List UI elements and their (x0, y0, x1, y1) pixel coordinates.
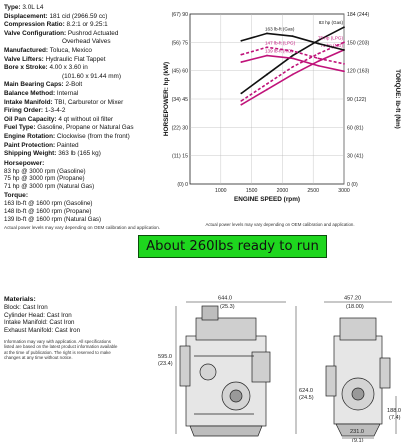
dim-height-left: 595.0 (158, 354, 172, 360)
chart-point-5 (240, 61, 242, 63)
chart-point-5 (343, 70, 345, 72)
chart-point-5 (317, 65, 319, 67)
horsepower-propane: 75 hp @ 3000 rpm (Propane) (4, 175, 85, 183)
torque-gas: 163 lb-ft @ 1600 rpm (Gasoline) (4, 200, 93, 208)
materials-heading: Materials: (4, 296, 36, 303)
chart-point-3 (292, 35, 294, 37)
chart-series-label-5: 139 lb-ft (NG) (265, 48, 293, 54)
chart-point-3 (317, 43, 319, 45)
material-cylinder-head: Cylinder Head: Cast Iron (4, 311, 72, 319)
materials-section (4, 295, 124, 334)
dim-bottom-in: (9.1) (352, 438, 364, 442)
spec-bore-stroke-2: (101.60 x 91.44 mm) (62, 72, 121, 80)
power-note: Actual power levels may vary depending on OEM calibration and application. (4, 225, 161, 231)
chart-ytick-right: 90 (122) (347, 97, 367, 103)
performance-chart-svg (160, 8, 404, 230)
spec-firing: Firing Order: 1-3-4-2 (4, 107, 66, 115)
dim-height-mid-in: (24.5) (299, 395, 314, 401)
chart-point-1 (266, 83, 268, 85)
chart-point-2 (317, 60, 319, 62)
disclaimer-text: Information may vary with application. All specifications listed are based on the latest product information available at the time of publication. The right is reserved to make changes at any time without notice. (4, 339, 118, 361)
chart-ytick-right: 60 (81) (347, 125, 364, 132)
dim-height-right: 188.0 (387, 408, 401, 414)
chart-point-2 (266, 89, 268, 91)
dim-bottom: 231.0 (350, 429, 364, 435)
spec-manufactured: Manufactured: Toluca, Mexico (4, 46, 92, 54)
chart-point-5 (292, 57, 294, 59)
chart-ytick-right: 30 (41) (347, 153, 364, 160)
spec-oil-pan: Oil Pan Capacity: 4 qt without oil filter (4, 115, 114, 123)
chart-ylabel-right: TORQUE: lb-ft (Nm) (394, 69, 401, 129)
chart-point-0 (292, 55, 294, 57)
chart-point-1 (240, 100, 242, 102)
chart-point-4 (317, 57, 319, 59)
horsepower-ng: 71 hp @ 3000 rpm (Natural Gas) (4, 183, 95, 191)
spec-valve-lifters: Valve Lifters: Hydraulic Flat Tappet (4, 55, 106, 63)
chart-point-1 (343, 41, 345, 43)
spec-bearing-caps: Main Bearing Caps: 2-Bolt (4, 81, 83, 89)
chart-ytick-right: 120 (163) (347, 68, 370, 75)
chart-ytick-left: (22) 30 (171, 125, 188, 132)
chart-ylabel-left: HORSEPOWER: hp (kW) (163, 61, 170, 137)
chart-point-4 (343, 63, 345, 65)
torque-heading: Torque: (4, 192, 29, 200)
chart-ytick-left: (0) 0 (177, 182, 188, 188)
chart-ytick-left: (11) 15 (171, 153, 188, 160)
chart-xtick: 2000 (276, 188, 289, 194)
dim-width-side-in: (18.00) (346, 304, 364, 310)
chart-point-5 (266, 55, 268, 57)
dim-height-mid: 624.0 (299, 388, 313, 394)
chart-note: Actual power levels may vary depending on OEM calibration and application. (205, 222, 355, 227)
spec-bore-stroke: Bore x Stroke: 4.00 x 3.60 in (4, 64, 88, 72)
spec-balance: Balance Method: Internal (4, 89, 79, 97)
chart-ytick-right: 184 (244) (347, 12, 370, 18)
chart-series-label-4: 147 lb-ft (LPG) (265, 40, 296, 46)
chart-point-3 (343, 49, 345, 51)
spec-rotation: Engine Rotation: Clockwise (from the front) (4, 132, 130, 140)
torque-propane: 148 lb-ft @ 1600 rpm (Propane) (4, 207, 92, 215)
material-intake: Intake Manifold: Cast Iron (4, 319, 75, 327)
chart-point-1 (292, 66, 294, 68)
engine-dimension-drawing (158, 295, 404, 442)
chart-ytick-left: (67) 90 (171, 12, 188, 18)
horsepower-gas: 83 hp @ 3000 rpm (Gasoline) (4, 167, 86, 175)
torque-ng: 139 lb-ft @ 1600 rpm (Natural Gas) (4, 215, 102, 223)
chart-point-4 (240, 54, 242, 56)
chart-point-2 (240, 104, 242, 106)
engine-side-view (326, 318, 390, 436)
chart-ytick-left: (45) 60 (171, 68, 188, 75)
spec-type: Type: 3.0L L4 (4, 4, 44, 11)
engine-front-view (180, 306, 270, 436)
spec-paint: Paint Protection: Painted (4, 141, 79, 149)
horsepower-heading: Horsepower: (4, 159, 45, 167)
chart-xlabel: ENGINE SPEED (rpm) (233, 196, 301, 203)
spec-valve-config-2: Overhead Valves (62, 38, 111, 46)
dim-height-right-in: (7.4) (389, 415, 401, 421)
chart-xtick: 1000 (215, 188, 227, 194)
spec-compression: Compression Ratio: 8.2:1 or 9.25:1 (4, 21, 108, 29)
chart-point-0 (343, 26, 345, 28)
chart-series-label-1: 75 hp (LPG) (317, 35, 343, 41)
dim-width-side: 457.20 (344, 295, 362, 302)
ready-to-run-banner: About 260lbs ready to run (138, 235, 327, 258)
chart-point-2 (292, 74, 294, 76)
spec-intake: Intake Manifold: TBI, Carburetor or Mixer (4, 98, 124, 106)
spec-displacement: Displacement: 181 cid (2966.59 cc) (4, 12, 108, 20)
material-exhaust: Exhaust Manifold: Cast Iron (4, 326, 81, 334)
chart-series-label-3: 163 lb-ft (Gas) (265, 26, 295, 32)
dim-width-top: 644.0 (218, 295, 232, 302)
chart-xtick: 2500 (307, 188, 319, 194)
chart-ytick-left: (34) 45 (171, 97, 188, 103)
dim-height-left-in: (23.4) (158, 361, 173, 367)
dim-width-top-in: (25.3) (220, 304, 235, 310)
chart-point-0 (266, 74, 268, 76)
spec-valve-config: Valve Configuration: Pushrod Actuated (4, 29, 119, 37)
chart-point-3 (240, 40, 242, 42)
spec-fuel: Fuel Type: Gasoline, Propane or Natural Gas (4, 124, 134, 132)
chart-series-label-2: 71 hp (NG) (320, 42, 343, 48)
chart-series-label-0: 83 hp (Gas) (318, 20, 343, 26)
material-block: Block: Cast Iron (4, 304, 48, 311)
performance-chart (160, 8, 404, 230)
chart-point-0 (240, 92, 242, 94)
chart-ytick-right: 0 (0) (347, 182, 358, 188)
chart-xtick: 3000 (338, 188, 350, 194)
chart-point-1 (317, 53, 319, 55)
chart-point-3 (266, 33, 268, 35)
spec-shipping: Shipping Weight: 363 lb (165 kg) (4, 150, 101, 158)
chart-ytick-left: (56) 75 (171, 40, 188, 47)
chart-xtick: 1500 (245, 188, 258, 194)
chart-ytick-right: 150 (203) (347, 40, 370, 47)
